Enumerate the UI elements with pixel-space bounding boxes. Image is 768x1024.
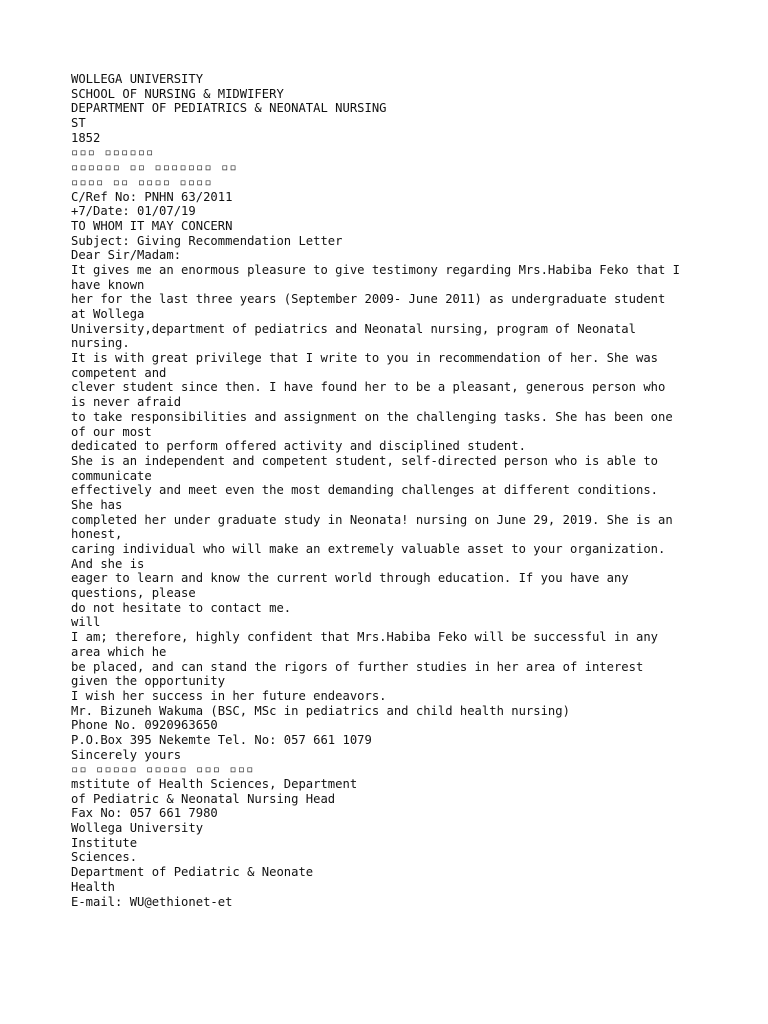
- document-line: will: [71, 615, 101, 630]
- document-line: 1852: [71, 130, 101, 145]
- document-line: Sciences.: [71, 850, 138, 865]
- document-line: of our most: [71, 424, 152, 439]
- document-line: WOLLEGA UNIVERSITY: [71, 72, 204, 86]
- document-line: Wollega University: [71, 821, 204, 836]
- document-line: Subject: Giving Recommendation Letter: [71, 233, 343, 248]
- document-line: ▫▫▫▫ ▫▫ ▫▫▫▫ ▫▫▫▫: [71, 174, 213, 189]
- document-line: +7/Date: 01/07/19: [71, 204, 196, 219]
- document-line: be placed, and can stand the rigors of further studies in her area of interest: [71, 659, 644, 674]
- document-line: It gives me an enormous pleasure to give testimony regarding Mrs.Habiba Feko that I: [71, 262, 681, 277]
- document-line: Mr. Bizuneh Wakuma (BSC, MSc in pediatrics and child health nursing): [71, 703, 570, 718]
- document-line: mstitute of Health Sciences, Department: [71, 777, 358, 791]
- document-line: I wish her success in her future endeavors.: [71, 688, 387, 703]
- document-line: She is an independent and competent student, self-directed person who is able to: [71, 453, 658, 468]
- document-line: ▫▫▫▫▫▫ ▫▫ ▫▫▫▫▫▫▫ ▫▫: [71, 160, 238, 175]
- document-line: given the opportunity: [71, 674, 226, 689]
- document-line: nursing.: [71, 336, 130, 351]
- document-line: caring individual who will make an extremely valuable asset to your organization.: [71, 542, 666, 556]
- document-line: honest,: [71, 527, 123, 542]
- document-line: E-mail: WU@ethionet-et: [71, 894, 233, 909]
- document-line: eager to learn and know the current world through education. If you have any: [71, 571, 629, 586]
- document-line: University,department of pediatrics and Neonatal nursing, program of Neonatal: [71, 321, 636, 336]
- document-line: effectively and meet even the most demanding challenges at different conditions.: [71, 483, 658, 498]
- letter-text: [71, 72, 711, 909]
- document-line: do not hesitate to contact me.: [71, 600, 292, 615]
- document-line: dedicated to perform offered activity and disciplined student.: [71, 439, 526, 454]
- document-line: ▫▫ ▫▫▫▫▫ ▫▫▫▫▫ ▫▫▫ ▫▫▫: [71, 762, 255, 777]
- document-line: to take responsibilities and assignment on the challenging tasks. She has been one: [71, 409, 673, 424]
- document-line: Institute: [71, 835, 138, 850]
- document-line: Sincerely yours: [71, 747, 182, 762]
- document-line: completed her under graduate study in Neonata! nursing on June 29, 2019. She is an: [71, 512, 673, 527]
- document-line: Department of Pediatric & Neonate: [71, 865, 314, 880]
- document-line: of Pediatric & Neonatal Nursing Head: [71, 791, 336, 806]
- document-line: ▫▫▫ ▫▫▫▫▫▫: [71, 145, 155, 160]
- document-line: Dear Sir/Madam:: [71, 248, 182, 263]
- document-line: And she is: [71, 556, 145, 571]
- document-line: TO WHOM IT MAY CONCERN: [71, 218, 233, 233]
- document-line: ST: [71, 116, 86, 131]
- document-line: It is with great privilege that I write to you in recommendation of her. She was: [71, 351, 658, 366]
- document-line: DEPARTMENT OF PEDIATRICS & NEONATAL NURSING: [71, 101, 387, 116]
- document-line: Phone No. 0920963650: [71, 718, 218, 733]
- document-line: P.O.Box 395 Nekemte Tel. No: 057 661 1079: [71, 732, 372, 747]
- document-line: competent and: [71, 365, 167, 380]
- document-line: She has: [71, 497, 123, 512]
- document-line: at Wollega: [71, 307, 145, 321]
- document-line: is never afraid: [71, 395, 182, 410]
- document-line: clever student since then. I have found her to be a pleasant, generous person who: [71, 380, 666, 395]
- document-line: have known: [71, 277, 145, 292]
- document-line: area which he: [71, 644, 167, 659]
- document-line: her for the last three years (September 2009- June 2011) as undergraduate student: [71, 292, 666, 307]
- document-line: communicate: [71, 468, 152, 483]
- document-line: questions, please: [71, 586, 196, 601]
- document-line: C/Ref No: PNHN 63/2011: [71, 189, 233, 204]
- document-line: Fax No: 057 661 7980: [71, 806, 218, 821]
- document-line: I am; therefore, highly confident that Mrs.Habiba Feko will be successful in any: [71, 630, 658, 645]
- document-line: Health: [71, 879, 116, 894]
- document-line: SCHOOL OF NURSING & MIDWIFERY: [71, 86, 284, 101]
